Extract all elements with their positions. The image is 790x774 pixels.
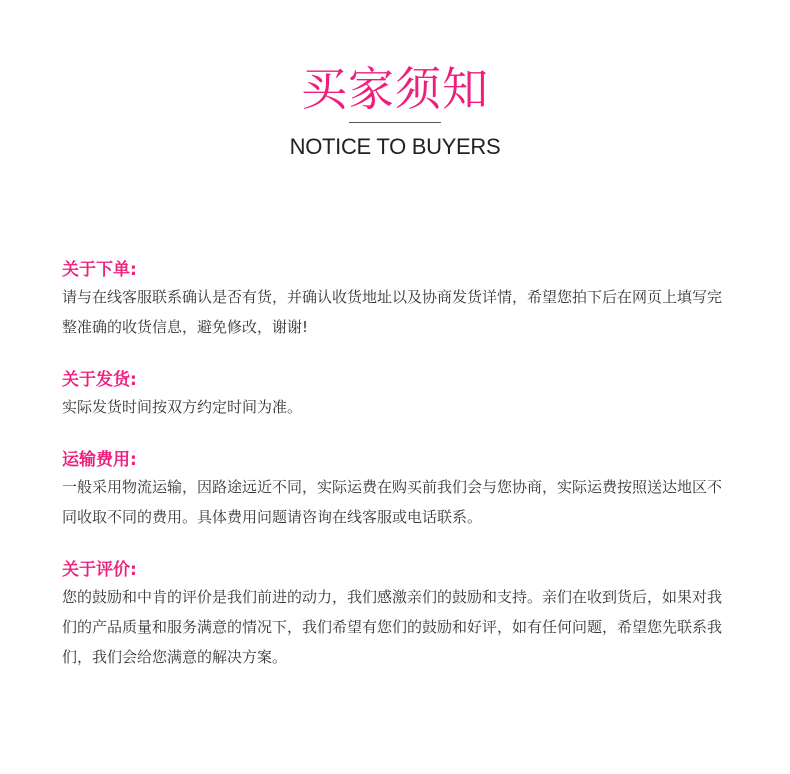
notice-sections xyxy=(62,258,732,698)
section-body: 请与在线客服联系确认是否有货，并确认收货地址以及协商发货详情，希望您拍下后在网页上填写完整准确的收货信息，避免修改，谢谢! xyxy=(62,288,723,336)
section-body: 您的鼓励和中肯的评价是我们前进的动力，我们感激亲们的鼓励和支持。亲们在收到货后，如果对我们的产品质量和服务满意的情况下，我们希望有您们的鼓励和好评，如有任何问题，希望您先联系我们，我们会给您满意的解决方案。 xyxy=(62,588,723,666)
section-reviews xyxy=(62,558,732,672)
page-header xyxy=(0,60,790,161)
section-shipping xyxy=(62,368,732,422)
page-subtitle: NOTICE TO BUYERS xyxy=(289,134,501,159)
section-title: 运输费用: xyxy=(62,450,137,470)
title-divider xyxy=(349,122,441,123)
section-freight-cost xyxy=(62,448,732,532)
section-title: 关于下单: xyxy=(62,260,137,280)
page-title: 买家须知 xyxy=(301,62,489,116)
section-body: 实际发货时间按双方约定时间为准。 xyxy=(62,398,303,416)
section-title: 关于发货: xyxy=(62,370,137,390)
section-body: 一般采用物流运输，因路途远近不同，实际运费在购买前我们会与您协商，实际运费按照送达地区不同收取不同的费用。具体费用问题请咨询在线客服或电话联系。 xyxy=(62,478,723,526)
section-ordering xyxy=(62,258,732,342)
section-title: 关于评价: xyxy=(62,560,137,580)
